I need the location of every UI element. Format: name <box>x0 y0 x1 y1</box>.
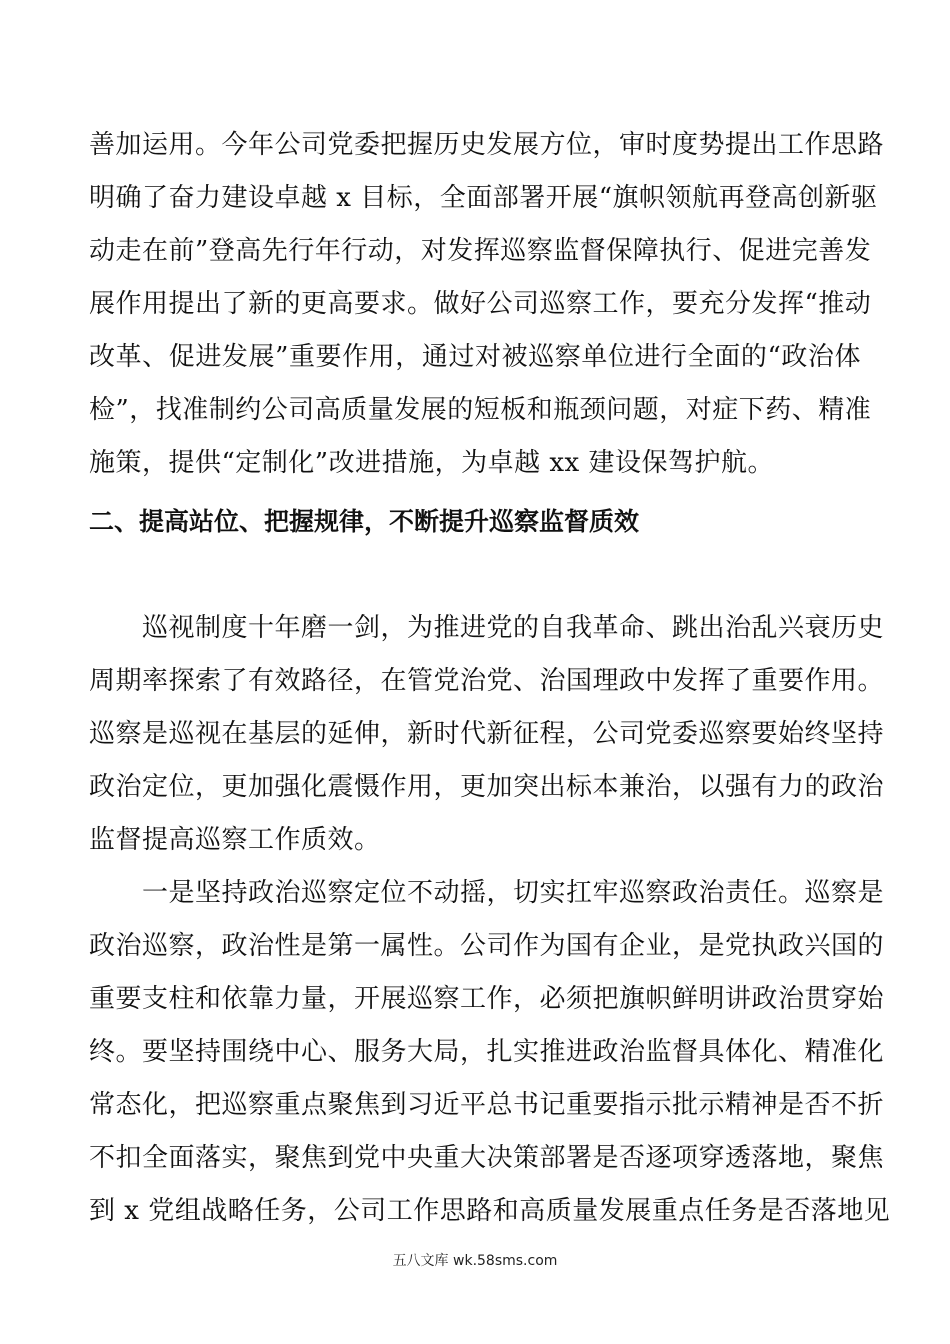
body-line: 政治定位，更加强化震慑作用，更加突出标本兼治，以强有力的政治 <box>89 772 885 802</box>
body-line: 明确了奋力建设卓越 x 目标，全面部署开展“旗帜领航再登高创新驱 <box>89 183 878 213</box>
footer-watermark: 五八文库 wk.58sms.com <box>392 1253 558 1269</box>
body-line: 检”，找准制约公司高质量发展的短板和瓶颈问题，对症下药、精准 <box>89 395 872 425</box>
body-line: 终。要坚持围绕中心、服务大局，扎实推进政治监督具体化、精准化 <box>89 1037 885 1067</box>
body-line: 周期率探索了有效路径，在管党治党、治国理政中发挥了重要作用。 <box>89 666 885 696</box>
body-line: 政治巡察，政治性是第一属性。公司作为国有企业，是党执政兴国的 <box>89 931 885 961</box>
body-line: 重要支柱和依靠力量，开展巡察工作，必须把旗帜鲜明讲政治贯穿始 <box>89 984 885 1014</box>
body-line: 巡察是巡视在基层的延伸，新时代新征程，公司党委巡察要始终坚持 <box>89 719 885 749</box>
body-line: 施策，提供“定制化”改进措施，为卓越 xx 建设保驾护航。 <box>89 448 774 478</box>
body-line: 一是坚持政治巡察定位不动摇，切实扛牢巡察政治责任。巡察是 <box>89 878 885 908</box>
section-heading: 二、提高站位、把握规律，不断提升巡察监督质效 <box>89 507 640 536</box>
body-line: 常态化，把巡察重点聚焦到习近平总书记重要指示批示精神是否不折 <box>89 1090 885 1120</box>
body-line: 动走在前”登高先行年行动，对发挥巡察监督保障执行、促进完善发 <box>89 236 872 266</box>
body-line: 善加运用。今年公司党委把握历史发展方位，审时度势提出工作思路 <box>89 130 885 160</box>
body-line: 不扣全面落实，聚焦到党中央重大决策部署是否逐项穿透落地，聚焦 <box>89 1143 885 1173</box>
body-line: 监督提高巡察工作质效。 <box>89 825 381 855</box>
body-line: 到 x 党组战略任务，公司工作思路和高质量发展重点任务是否落地见 <box>89 1196 891 1226</box>
body-line: 巡视制度十年磨一剑，为推进党的自我革命、跳出治乱兴衰历史 <box>89 613 885 643</box>
body-line: 改革、促进发展”重要作用，通过对被巡察单位进行全面的“政治体 <box>89 342 861 372</box>
body-line: 展作用提出了新的更高要求。做好公司巡察工作，要充分发挥“推动 <box>89 289 872 319</box>
